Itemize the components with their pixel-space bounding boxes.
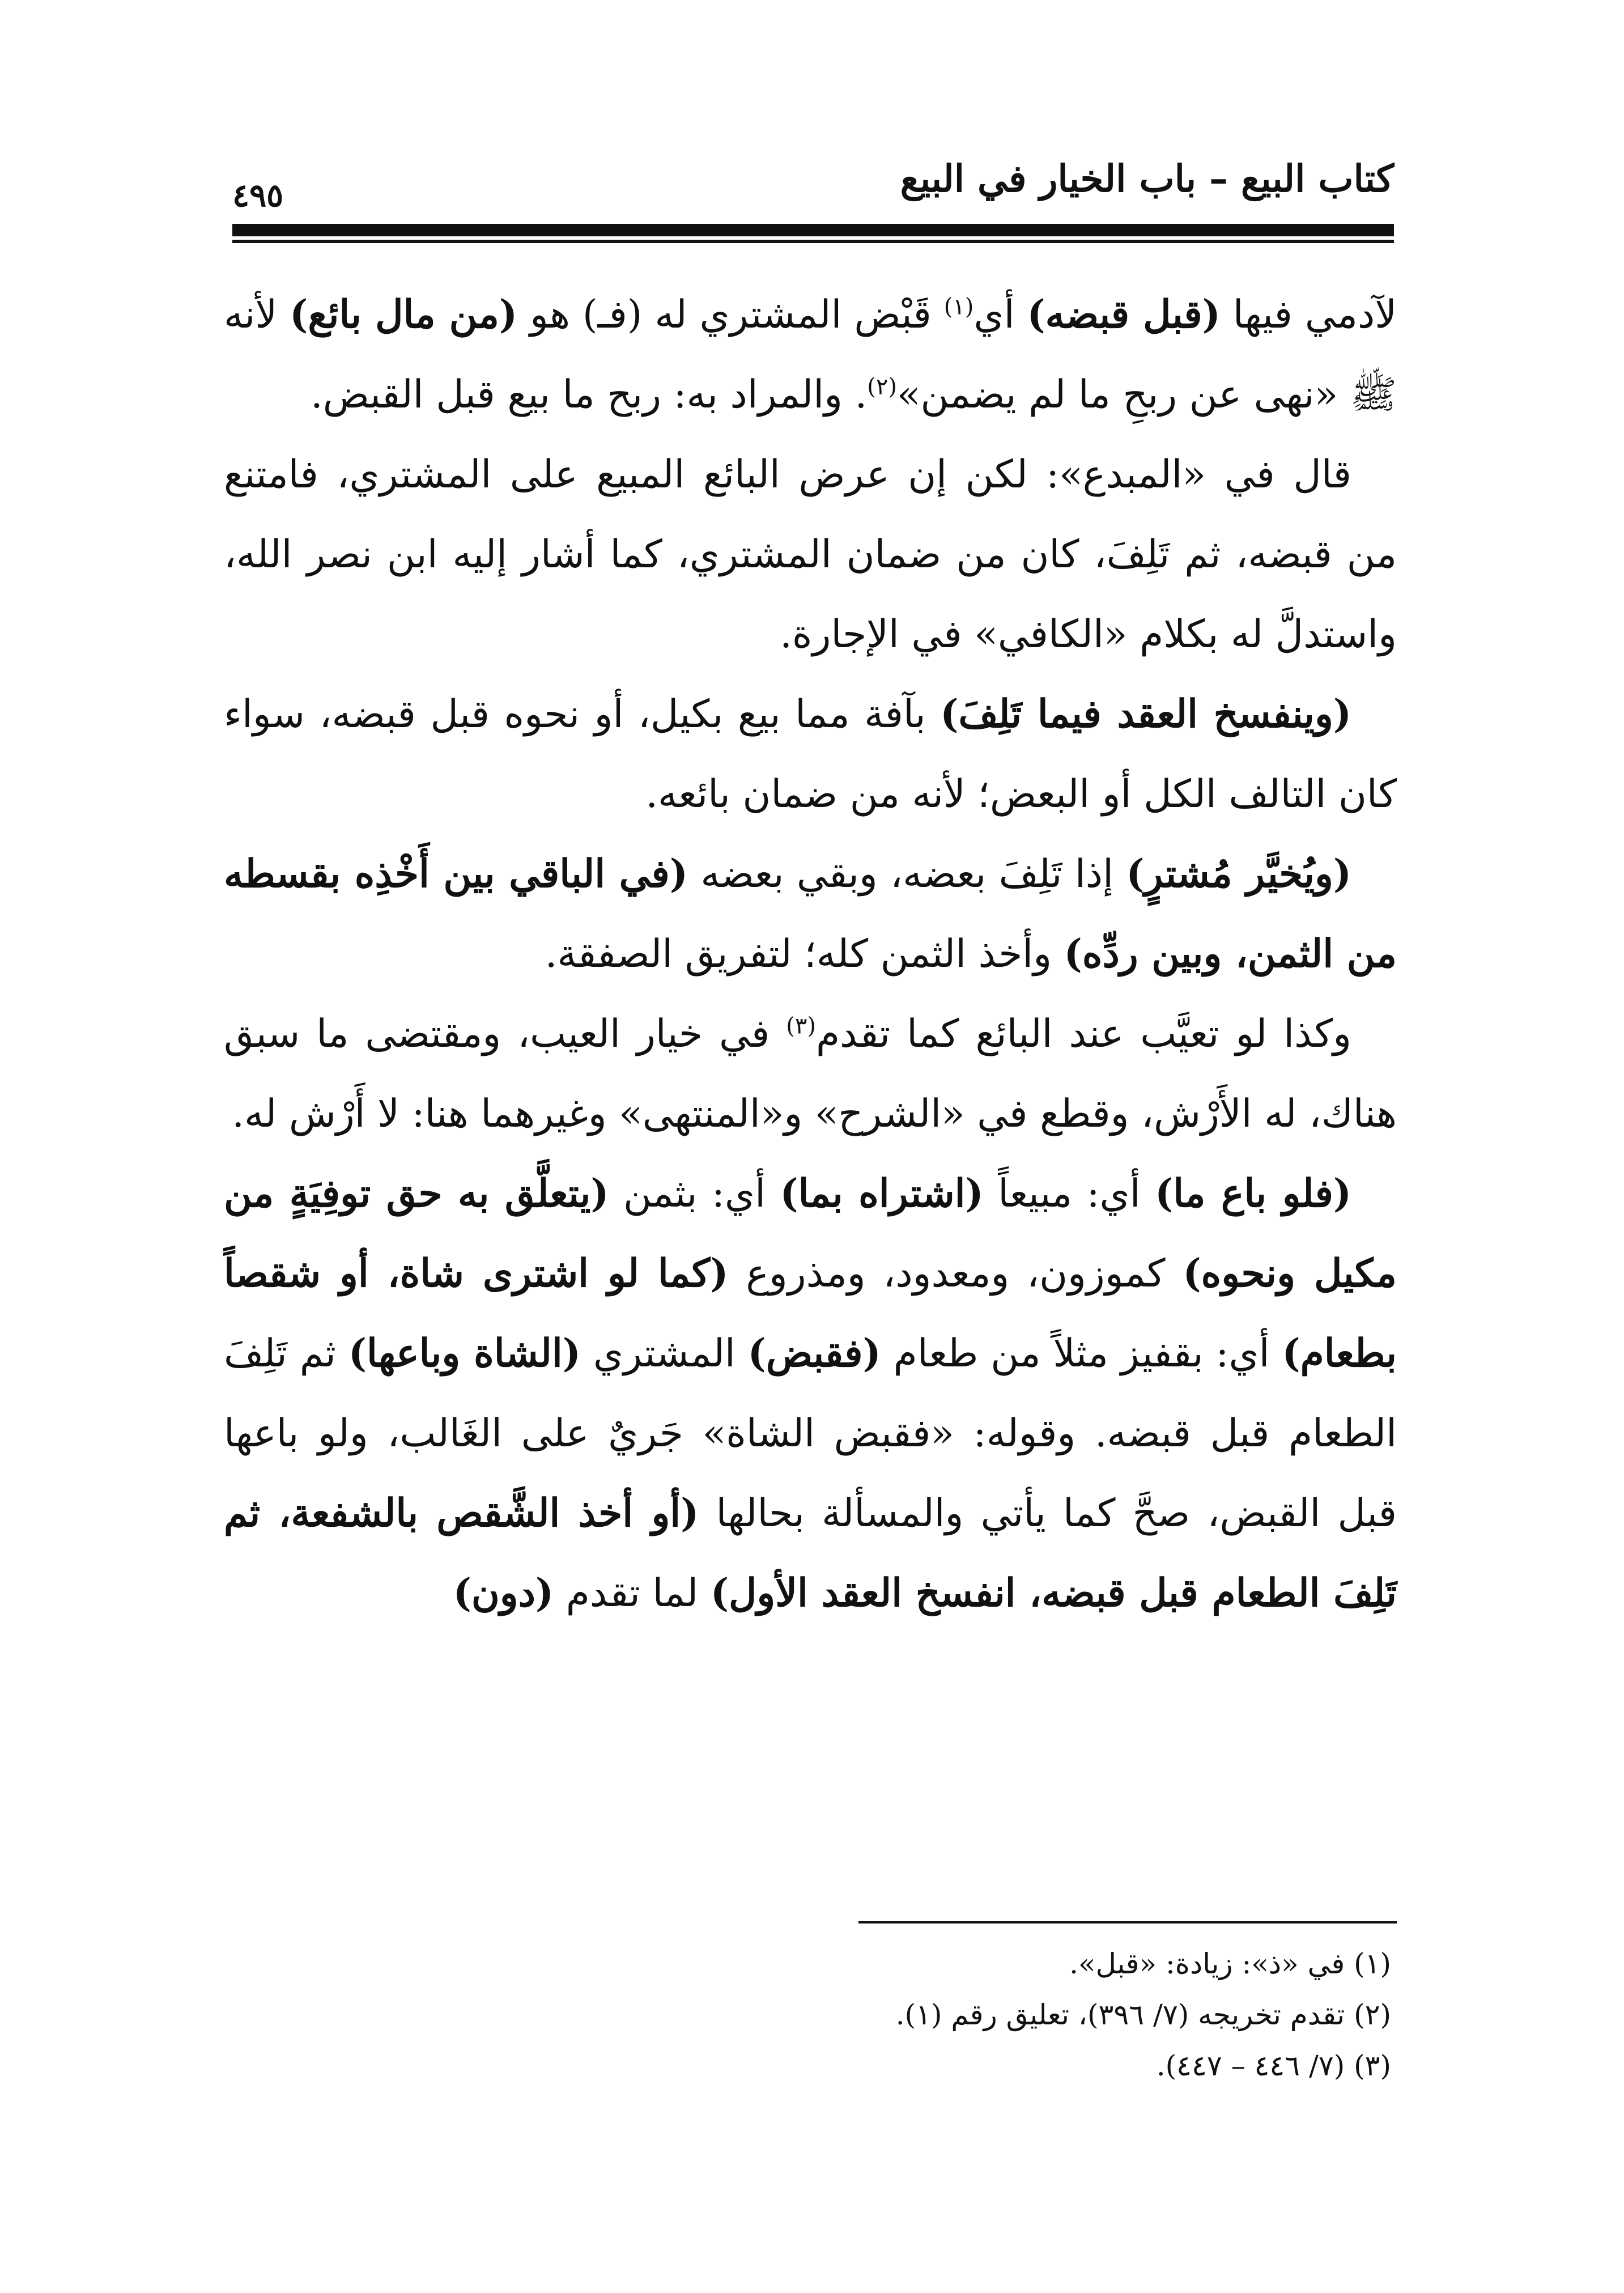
matn-text: (وينفسخ العقد فيما تَلِفَ) <box>940 691 1351 737</box>
matn-text: (فلو باع ما) <box>1155 1171 1352 1216</box>
text-run: قَبْض المشتري له (فـ) هو <box>517 292 944 337</box>
footnote-ref-2[interactable]: (٢) <box>867 373 897 400</box>
header-rule-thin <box>232 240 1394 243</box>
matn-text: (دون) <box>453 1570 554 1616</box>
matn-text: (من مال بائع) <box>290 292 518 337</box>
header-rule-thick <box>232 224 1394 236</box>
text-run: وكذا لو تعيَّب عند البائع كما تقدم <box>815 1012 1351 1056</box>
text-run: إذا تَلِفَ بعضه، وبقي بعضه <box>687 852 1126 897</box>
text-run: لأنه ﷺ «نهى عن ربحِ ما لم يضمن» <box>224 292 1397 417</box>
header-title: كتاب البيع – باب الخيار في البيع <box>900 156 1394 201</box>
page-number: ٤٩٥ <box>232 177 284 214</box>
body-text <box>224 275 1397 1633</box>
text-run: لما تقدم <box>554 1571 711 1616</box>
matn-text: (يتعلَّق به حق توفِيَةٍ من مكيل ونحوه) <box>224 1171 1397 1296</box>
text-run: وأخذ الثمن كله؛ لتفريق الصفقة. <box>545 932 1064 976</box>
paragraph-4 <box>224 834 1397 994</box>
matn-text: (الشاة وباعها) <box>348 1331 581 1376</box>
paragraph-5 <box>224 994 1397 1154</box>
footnote-ref-1[interactable]: (١) <box>943 294 974 320</box>
matn-text: (في الباقي بين أَخْذِه بقسطه من الثمن، وبين ردِّه) <box>224 851 1397 976</box>
text-run: أي: بقفيز مثلاً من طعام <box>881 1331 1282 1376</box>
text-run: قال في «المبدع»: لكن إن عرض البائع المبيع على المشتري، فامتنع من قبضه، ثم تَلِفَ، كان من ضمان المشتري، كما أشار إليه ابن نصر الله، واستدلَّ له بكلام «الكافي» في الإجارة. <box>224 452 1397 657</box>
matn-text: (قبل قبضه) <box>1027 292 1221 337</box>
text-run: بآفة مما بيع بكيل، أو نحوه قبل قبضه، سواء كان التالف الكل أو البعض؛ لأنه من ضمان بائعه. <box>224 692 1397 817</box>
footnote-separator <box>858 1921 1397 1923</box>
footnote-2: (٢) تقدم تخريجه (٧/ ٣٩٦)، تعليق رقم (١). <box>895 1998 1391 2031</box>
footnote-1: (١) في «ذ»: زيادة: «قبل». <box>1069 1947 1391 1980</box>
running-header <box>232 153 1394 215</box>
paragraph-3 <box>224 674 1397 834</box>
text-run: أي: بثمن <box>609 1171 780 1216</box>
matn-text: (ويُخيَّر مُشترٍ) <box>1126 851 1352 897</box>
text-run: أي: مبيعاً <box>983 1171 1155 1216</box>
footnotes <box>567 1938 1391 2091</box>
footnote-3: (٣) (٧/ ٤٤٦ – ٤٤٧). <box>1156 2049 1391 2082</box>
paragraph-1 <box>224 275 1397 435</box>
text-run: لآدمي فيها <box>1220 292 1397 337</box>
text-run: ثم تَلِفَ الطعام قبل قبضه. وقوله: «فقبض الشاة» جَريٌ على الغَالب، ولو باعها قبل القبض، صحَّ كما يأتي والمسألة بحالها <box>224 1331 1397 1536</box>
paragraph-2 <box>224 435 1397 674</box>
matn-text: (اشتراه بما) <box>780 1171 984 1216</box>
footnote-ref-3[interactable]: (٣) <box>786 1013 816 1039</box>
text-run: . والمراد به: ربح ما بيع قبل القبض. <box>311 372 868 417</box>
text-run: أي <box>973 292 1027 337</box>
text-run: في خيار العيب، ومقتضى ما سبق هناك، له الأَرْش، وقطع في «الشرح» و«المنتهى» وغيرهما هنا: لا أَرْش له. <box>224 1012 1397 1136</box>
matn-text: (فقبض) <box>747 1331 881 1376</box>
matn-text: (أو أخذ الشَّقص بالشفعة، ثم تَلِفَ الطعام قبل قبضه، انفسخ العقد الأول) <box>224 1491 1397 1616</box>
matn-text: (كما لو اشترى شاة، أو شقصاً بطعام) <box>224 1251 1397 1376</box>
text-run: كموزون، ومعدود، ومذروع <box>728 1251 1183 1296</box>
text-run: المشتري <box>580 1331 748 1376</box>
paragraph-6 <box>224 1154 1397 1633</box>
